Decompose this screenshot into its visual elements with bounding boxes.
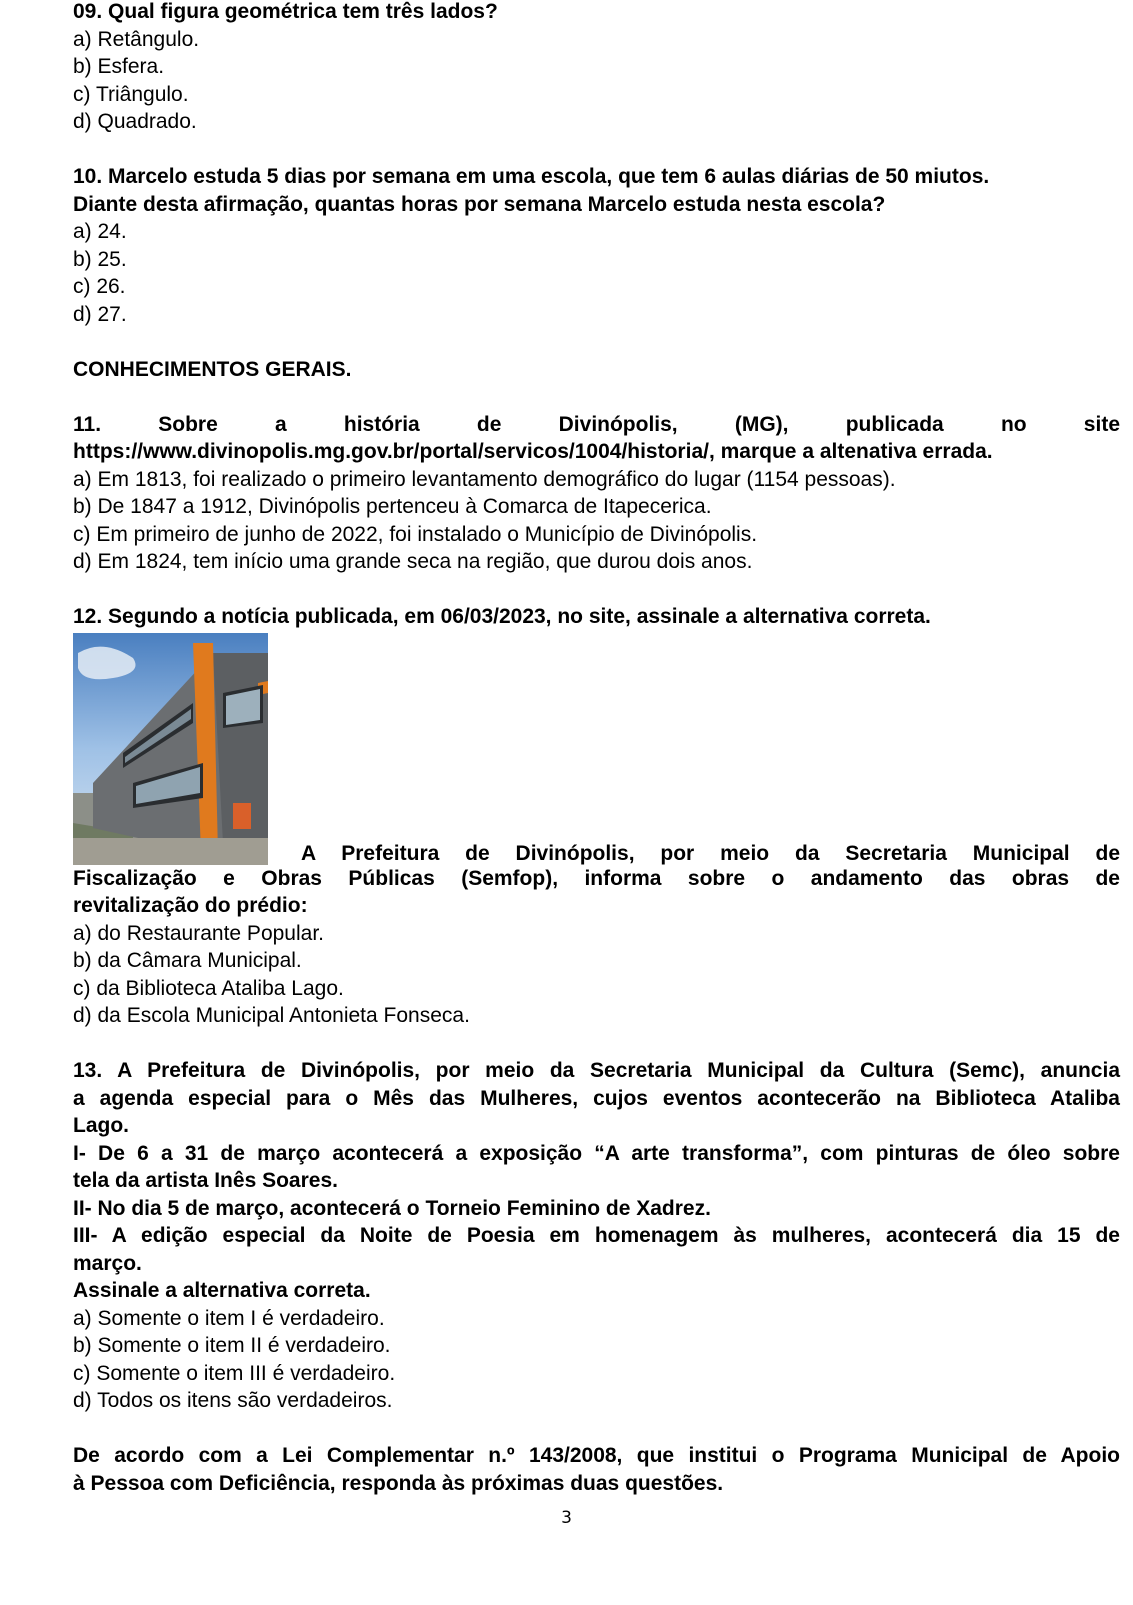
q13-item-2: II- No dia 5 de março, acontecerá o Torneio Feminino de Xadrez.	[73, 1196, 711, 1220]
q11-option-c: c) Em primeiro de junho de 2022, foi instalado o Município de Divinópolis.	[73, 522, 758, 546]
q13-option-a: a) Somente o item I é verdadeiro.	[73, 1306, 385, 1330]
q10-option-a: a) 24.	[73, 220, 127, 243]
question-13-stem-line3: Lago.	[73, 1114, 129, 1137]
q12-option-a: a) do Restaurante Popular.	[73, 921, 324, 945]
q12-option-d: d) da Escola Municipal Antonieta Fonseca.	[73, 1004, 470, 1027]
q12-photo-row	[73, 633, 1120, 865]
q09-option-b: b) Esfera.	[73, 55, 165, 78]
q11-option-a: a) Em 1813, foi realizado o primeiro levantamento demográfico do lugar (1154 pessoas).	[73, 467, 896, 491]
q13-item-1-line2: tela da artista Inês Soares.	[73, 1169, 338, 1192]
question-10-stem-line1: 10. Marcelo estuda 5 dias por semana em uma escola, que tem 6 aulas diárias de 50 miutos.	[73, 165, 990, 188]
q10-option-c: c) 26.	[73, 275, 126, 298]
question-10-stem-line2: Diante desta afirmação, quantas horas por semana Marcelo estuda nesta escola?	[73, 192, 886, 216]
q12-text-line1: A Prefeitura de Divinópolis, por meio da Secretaria Municipal de	[301, 842, 1120, 865]
page-number: 3	[561, 1508, 572, 1528]
q13-option-b: b) Somente o item II é verdadeiro.	[73, 1334, 391, 1357]
q13-option-c: c) Somente o item III é verdadeiro.	[73, 1361, 396, 1385]
exam-page	[73, 0, 1120, 1497]
q09-option-a: a) Retângulo.	[73, 27, 200, 51]
question-13-stem-line2: a agenda especial para o Mês das Mulheres, cujos eventos acontecerão na Biblioteca Ataliba	[73, 1086, 1120, 1110]
building-photo	[73, 633, 268, 865]
question-11-stem-line1: 11. Sobre a história de Divinópolis, (MG), publicada no site	[73, 412, 1120, 436]
q13-item-1-line1: I- De 6 a 31 de março acontecerá a exposição “A arte transforma”, com pinturas de óleo sobre	[73, 1141, 1120, 1165]
section-heading: CONHECIMENTOS GERAIS.	[73, 357, 352, 381]
question-11-stem-line2: https://www.divinopolis.mg.gov.br/portal/servicos/1004/historia/, marque a altenativa errada.	[73, 440, 993, 463]
q13-item-3-line1: III- A edição especial da Noite de Poesia em homenagem às mulheres, acontecerá dia 15 de	[73, 1224, 1120, 1247]
question-13-stem-line1: 13. A Prefeitura de Divinópolis, por meio da Secretaria Municipal da Cultura (Semc), anuncia	[73, 1059, 1120, 1082]
law-intro-line1: De acordo com a Lei Complementar n.º 143/2008, que institui o Programa Municipal de Apoio	[73, 1444, 1120, 1467]
q11-option-b: b) De 1847 a 1912, Divinópolis pertenceu à Comarca de Itapecerica.	[73, 495, 712, 518]
q12-option-b: b) da Câmara Municipal.	[73, 949, 302, 972]
q10-option-d: d) 27.	[73, 302, 127, 326]
q09-option-c: c) Triângulo.	[73, 82, 189, 106]
q13-item-3-line2: março.	[73, 1251, 142, 1275]
question-12-stem: 12. Segundo a notícia publicada, em 06/03/2023, no site, assinale a alternativa correta.	[73, 605, 931, 628]
q12-text-block	[301, 840, 1120, 868]
q12-text-line3: revitalização do prédio:	[73, 894, 308, 917]
q10-option-b: b) 25.	[73, 247, 127, 271]
law-intro-line2: à Pessoa com Deficiência, responda às próximas duas questões.	[73, 1471, 724, 1495]
question-09-stem: 09. Qual figura geométrica tem três lados?	[73, 0, 498, 23]
q13-instruction: Assinale a alternativa correta.	[73, 1279, 371, 1302]
q13-option-d: d) Todos os itens são verdadeiros.	[73, 1389, 393, 1412]
q12-option-c: c) da Biblioteca Ataliba Lago.	[73, 976, 344, 1000]
q11-option-d: d) Em 1824, tem início uma grande seca na região, que durou dois anos.	[73, 550, 753, 573]
q12-text-line2: Fiscalização e Obras Públicas (Semfop), informa sobre o andamento das obras de	[73, 866, 1120, 890]
q09-option-d: d) Quadrado.	[73, 110, 197, 133]
